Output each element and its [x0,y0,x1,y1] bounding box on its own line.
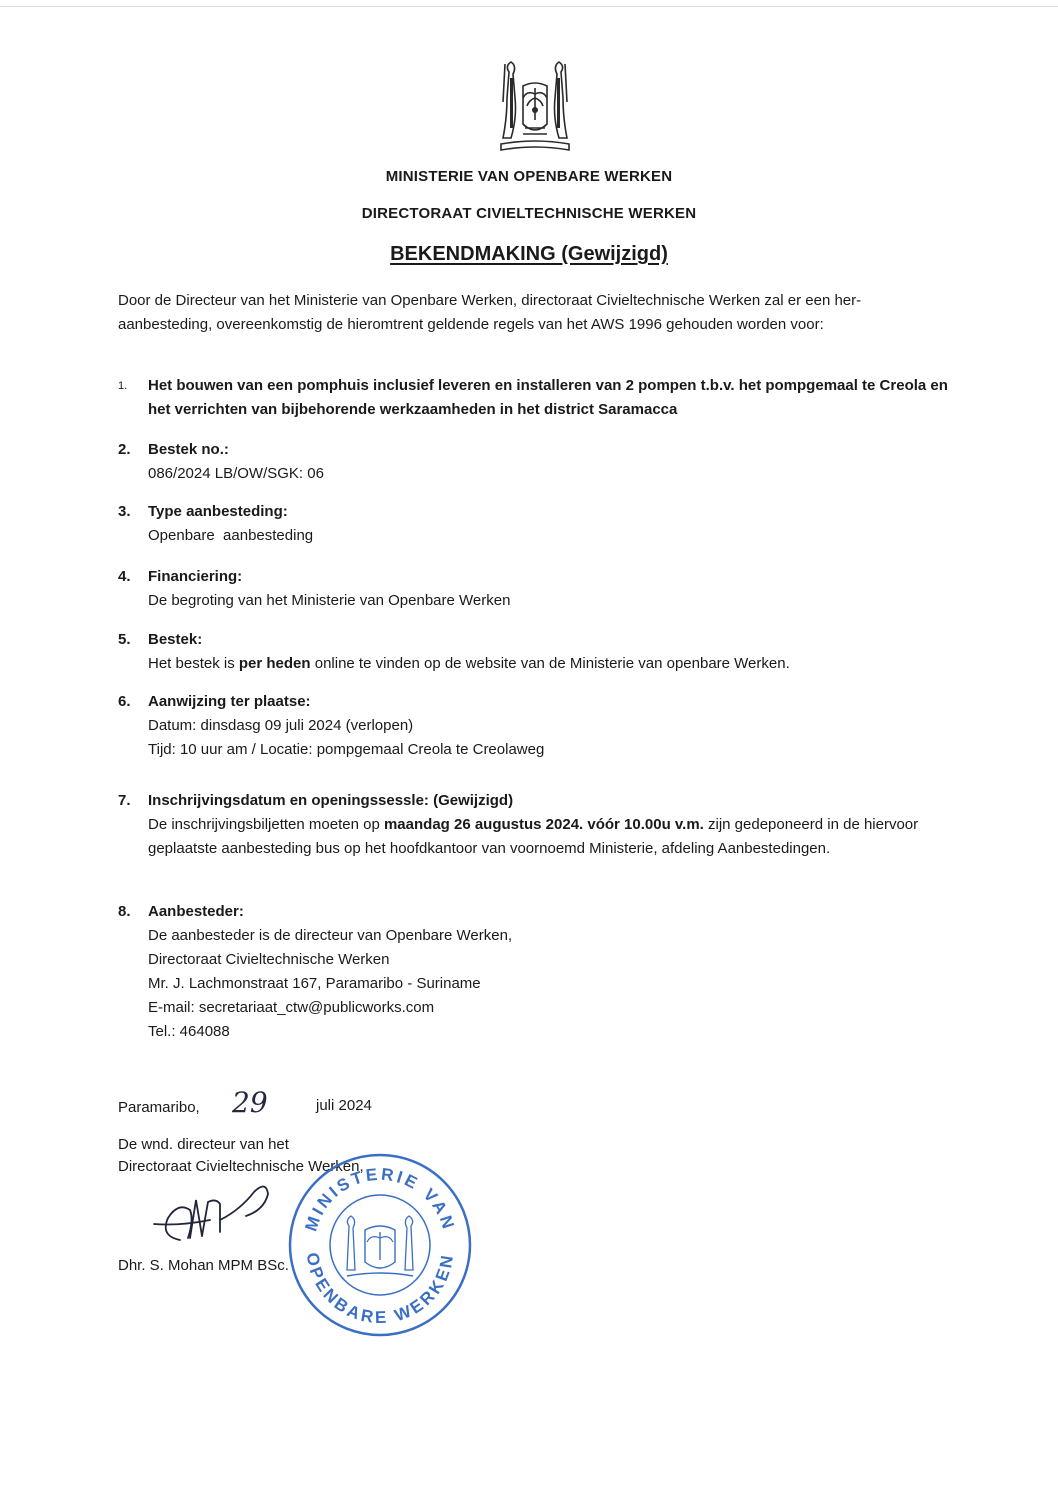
item-text-post: zijn gedeponeerd in de hiervoor geplaatste aanbesteding bus op het hoofdkantoor van voornoemd Ministerie, afdeling Aanbestedingen. [148,816,919,857]
item-line: Openbare aanbesteding [148,527,314,544]
list-item [118,628,948,676]
item-number: 2. [118,441,131,458]
item-heading: Financiering: [148,568,243,585]
item-heading: Bestek: [148,631,203,648]
item-heading: Aanwijzing ter plaatse: [148,693,311,710]
coat-of-arms-icon [493,58,577,158]
item-heading: Aanbesteder: [148,903,244,920]
item-line: Tijd: 10 uur am / Locatie: pompgemaal Creola te Creolaweg [148,741,545,758]
item-line: Directoraat Civieltechnische Werken [148,951,390,968]
item-text-bold: per heden [238,655,311,672]
item-line: Tel.: 464088 [148,1023,230,1040]
signoff-title-line2: Directoraat Civieltechnische Werken, [118,1158,364,1175]
signature-icon [150,1180,290,1260]
item-text-post: online te vinden op de website van de Ministerie van openbare Werken. [310,655,790,672]
list-item [118,438,948,486]
list-item [118,374,948,422]
list-item [118,789,948,861]
official-stamp-icon [285,1150,475,1340]
item-line [148,652,948,676]
ministry-heading: MINISTERIE VAN OPENBARE WERKEN [385,168,673,185]
item-line: De begroting van het Ministerie van Openbare Werken [148,592,511,609]
signoff-month-year: juli 2024 [316,1097,372,1114]
item-heading: Type aanbesteding: [148,503,288,520]
item-number: 5. [118,631,131,648]
item-number: 6. [118,693,131,710]
directorate-heading: DIRECTORAAT CIVIELTECHNISCHE WERKEN [361,205,697,222]
item-number: 8. [118,903,131,920]
signoff-day-handwritten: 29 [232,1086,268,1119]
item-number: 4. [118,568,131,585]
item-line: De aanbesteder is de directeur van Openbare Werken, [148,927,513,944]
item-text-pre: De inschrijvingsbiljetten moeten op [148,816,384,833]
list-item [118,900,948,1044]
item-text-bold: maandag 26 augustus 2024. vóór 10.00u v.m. [383,816,704,833]
item-line: E-mail: secretariaat_ctw@publicworks.com [148,999,435,1016]
item-number: 3. [118,503,131,520]
page-edge-line [0,6,1058,7]
signoff-title-line1: De wnd. directeur van het [118,1136,289,1153]
item-heading: Inschrijvingsdatum en openingssessle: (Gewijzigd) [148,792,514,809]
list-item [118,690,948,762]
item-heading: Bestek no.: [148,441,229,458]
list-item [118,500,948,548]
item-line: Datum: dinsdasg 09 juli 2024 (verlopen) [148,717,414,734]
item-text: Het bouwen van een pomphuis inclusief leveren en installeren van 2 pompen t.b.v. het pompgemaal te Creola en het verrichten van bijbehorende werkzaamheden in het district Saramacca [148,377,948,418]
item-text-pre: Het bestek is [148,655,239,672]
signoff-name: Dhr. S. Mohan MPM BSc. [118,1257,289,1274]
item-line: 086/2024 LB/OW/SGK: 06 [148,465,324,482]
stamp-bottom-text: OPENBARE WERKEN [302,1251,458,1328]
document-title: BEKENDMAKING (Gewijzigd) [390,243,668,265]
stamp-top-text: MINISTERIE VAN [301,1164,459,1234]
item-number: 7. [118,792,131,809]
list-item [118,565,948,613]
item-line: Mr. J. Lachmonstraat 167, Paramaribo - Suriname [148,975,481,992]
signoff-place: Paramaribo, [118,1099,200,1116]
intro-paragraph: Door de Directeur van het Ministerie van Openbare Werken, directoraat Civieltechnische Werken zal er een her- aanbesteding, overeenkomstig de hieromtrent geldende regels van het AWS 1996 gehouden worden voor: [118,292,862,333]
item-number: 1. [118,380,128,392]
item-line [148,813,948,861]
